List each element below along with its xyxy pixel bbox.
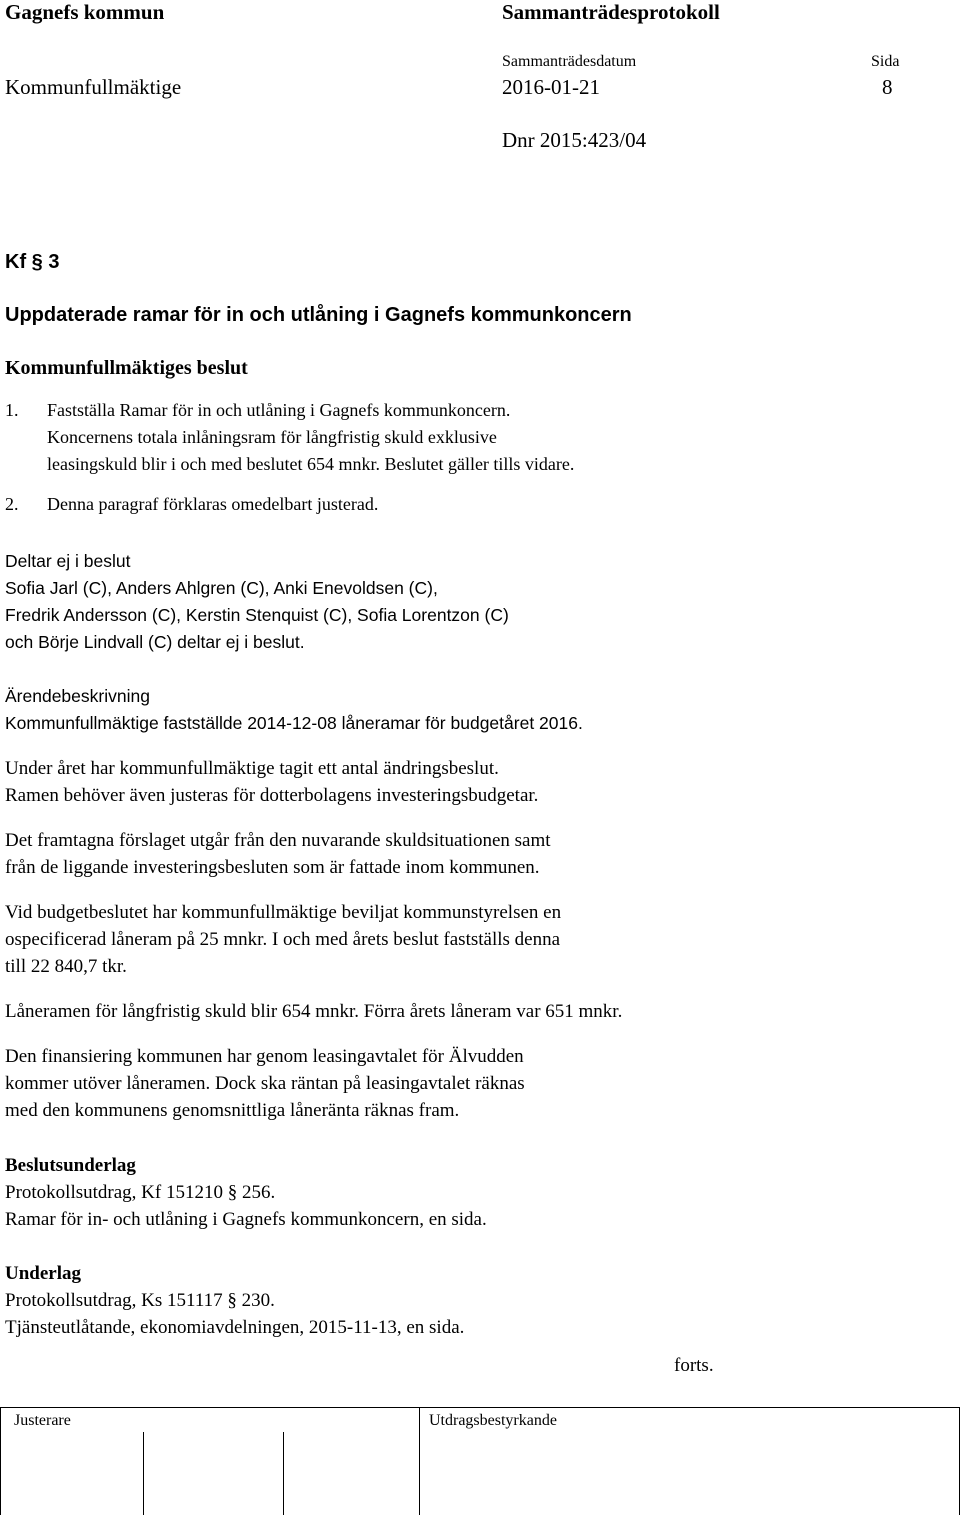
diary-number: Dnr 2015:423/04 bbox=[502, 128, 647, 152]
decision-basis-line: Ramar för in- och utlåning i Gagnefs kommunkoncern, en sida. bbox=[5, 1209, 487, 1230]
footer-divider bbox=[0, 1407, 1, 1515]
decision-heading: Kommunfullmäktiges beslut bbox=[5, 357, 248, 379]
continued-note: forts. bbox=[674, 1355, 714, 1376]
not-participating-heading: Deltar ej i beslut bbox=[5, 551, 131, 571]
document-type: Sammanträdesprotokoll bbox=[502, 0, 720, 24]
description-paragraph: kommer utöver låneramen. Dock ska räntan på leasingavtalet räknas bbox=[5, 1073, 525, 1094]
adjuster-signature-field[interactable] bbox=[6, 1440, 136, 1510]
decision-item-line: Fastställa Ramar för in och utlåning i Gagnefs kommunkoncern. bbox=[47, 400, 511, 420]
footer-divider bbox=[143, 1432, 144, 1515]
adjuster-signature-field[interactable] bbox=[288, 1440, 414, 1510]
decision-item-line: leasingskuld blir i och med beslutet 654 mnkr. Beslutet gäller tills vidare. bbox=[47, 454, 575, 474]
municipality-name: Gagnefs kommun bbox=[5, 0, 165, 24]
basis-line: Protokollsutdrag, Ks 151117 § 230. bbox=[5, 1290, 275, 1311]
decision-basis-line: Protokollsutdrag, Kf 151210 § 256. bbox=[5, 1182, 276, 1203]
description-paragraph: Kommunfullmäktige fastställde 2014-12-08 låneramar för budgetåret 2016. bbox=[5, 713, 583, 733]
meeting-date: 2016-01-21 bbox=[502, 75, 600, 99]
footer-top-rule bbox=[0, 1407, 960, 1408]
adjuster-signature-field[interactable] bbox=[148, 1440, 278, 1510]
description-paragraph: Ramen behöver även justeras för dotterbolagens investeringsbudgetar. bbox=[5, 785, 539, 806]
not-participating-line: Sofia Jarl (C), Anders Ahlgren (C), Anki Enevoldsen (C), bbox=[5, 578, 438, 598]
description-heading: Ärendebeskrivning bbox=[5, 686, 150, 706]
page-label: Sida bbox=[871, 53, 900, 70]
decision-item-line: Denna paragraf förklaras omedelbart justerad. bbox=[47, 494, 379, 514]
decision-item-number: 1. bbox=[5, 400, 19, 420]
page-number: 8 bbox=[882, 75, 893, 99]
basis-heading: Underlag bbox=[5, 1263, 81, 1284]
adjuster-label: Justerare bbox=[14, 1412, 71, 1429]
not-participating-line: Fredrik Andersson (C), Kerstin Stenquist (C), Sofia Lorentzon (C) bbox=[5, 605, 509, 625]
decision-item-line: Koncernens totala inlåningsram för långfristig skuld exklusive bbox=[47, 427, 497, 447]
description-paragraph: Den finansiering kommunen har genom leasingavtalet för Älvudden bbox=[5, 1046, 524, 1067]
extract-certification-field[interactable] bbox=[424, 1440, 954, 1510]
description-paragraph: ospecificerad låneram på 25 mnkr. I och med årets beslut fastställs denna bbox=[5, 929, 561, 950]
footer-divider bbox=[419, 1407, 420, 1515]
description-paragraph: med den kommunens genomsnittliga låneränta räknas fram. bbox=[5, 1100, 460, 1121]
description-paragraph: Under året har kommunfullmäktige tagit ett antal ändringsbeslut. bbox=[5, 758, 499, 779]
description-paragraph: från de liggande investeringsbesluten som är fattade inom kommunen. bbox=[5, 857, 540, 878]
date-label: Sammanträdesdatum bbox=[502, 53, 637, 70]
not-participating-line: och Börje Lindvall (C) deltar ej i beslut. bbox=[5, 632, 305, 652]
decision-item-number: 2. bbox=[5, 494, 19, 514]
description-paragraph: Det framtagna förslaget utgår från den nuvarande skuldsituationen samt bbox=[5, 830, 551, 851]
description-paragraph: Låneramen för långfristig skuld blir 654 mnkr. Förra årets låneram var 651 mnkr. bbox=[5, 1001, 623, 1022]
description-paragraph: till 22 840,7 tkr. bbox=[5, 956, 127, 977]
decision-basis-heading: Beslutsunderlag bbox=[5, 1155, 136, 1176]
footer-divider bbox=[283, 1432, 284, 1515]
section-title: Uppdaterade ramar för in och utlåning i Gagnefs kommunkoncern bbox=[5, 304, 632, 326]
basis-line: Tjänsteutlåtande, ekonomiavdelningen, 2015-11-13, en sida. bbox=[5, 1317, 465, 1338]
extract-certification-label: Utdragsbestyrkande bbox=[429, 1412, 557, 1429]
description-paragraph: Vid budgetbeslutet har kommunfullmäktige beviljat kommunstyrelsen en bbox=[5, 902, 562, 923]
paragraph-reference: Kf § 3 bbox=[5, 251, 60, 273]
committee-name: Kommunfullmäktige bbox=[5, 75, 182, 99]
